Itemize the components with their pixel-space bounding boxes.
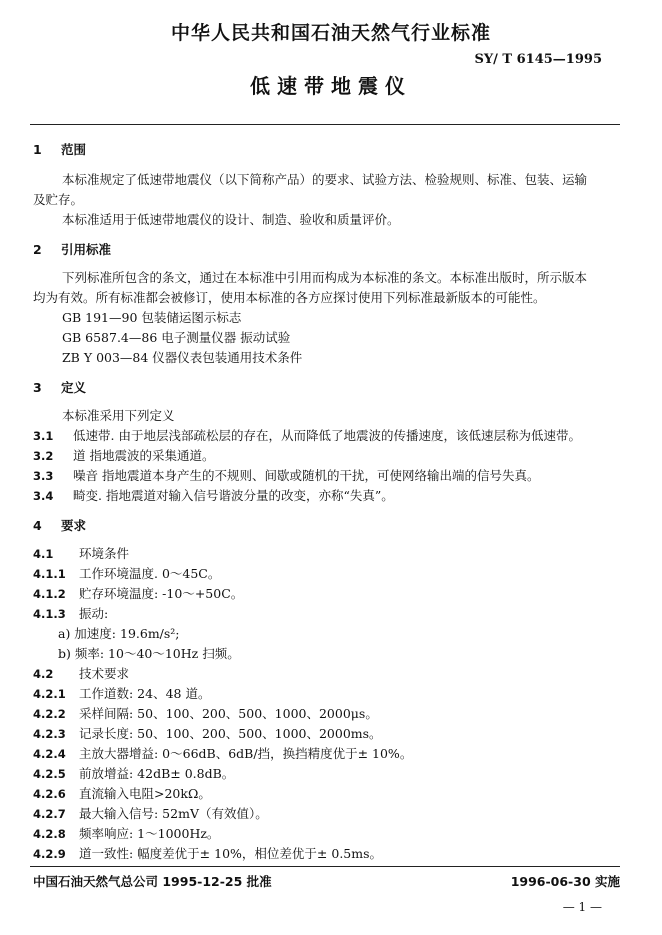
requirement-item: 4.2.9 道一致性: 幅度差优于± 10%，相位差优于± 0.5ms。 — [33, 846, 383, 861]
section-3-heading — [33, 378, 86, 396]
section-1-heading — [33, 140, 86, 158]
s2-paragraph-line-1: 下列标准所包含的条文，通过在本标准中引用而构成为本标准的条文。本标准出版时，所示版本 — [62, 270, 588, 285]
issuing-body-title: 中华人民共和国石油天然气行业标准 — [170, 22, 491, 44]
s1-paragraph-1-line-2: 及贮存。 — [33, 192, 84, 207]
definition-item: 3.2 道 指地震波的采集通道。 — [33, 448, 215, 463]
definition-item: 3.1 低速带. 由于地层浅部疏松层的存在，从而降低了地震波的传播速度，该低速层称为低速带。 — [33, 428, 581, 443]
page-number: — 1 — — [562, 900, 602, 914]
requirement-item: 4.2.1 工作道数: 24、48 道。 — [33, 686, 211, 701]
requirement-item: 4.1.3 振动: — [33, 606, 109, 621]
section-title: 要求 — [61, 518, 87, 533]
section-2-heading — [33, 240, 111, 258]
s1-paragraph-1-line-1: 本标准规定了低速带地震仪（以下简称产品）的要求、试验方法、检验规则、标准、包装、运输 — [62, 172, 588, 187]
requirement-item: 4.2.5 前放增益: 42dB± 0.8dB。 — [33, 766, 235, 781]
section-title: 定义 — [61, 380, 87, 395]
section-number: 3 — [33, 380, 42, 395]
reference-standard-3: ZB Y 003—84 仪器仪表包装通用技术条件 — [62, 350, 303, 365]
header-rule — [30, 124, 620, 125]
s2-paragraph-line-2: 均为有效。所有标准都会被修订，使用本标准的各方应探讨使用下列标准最新版本的可能性。 — [33, 290, 546, 305]
s1-paragraph-2: 本标准适用于低速带地震仪的设计、制造、验收和质量评价。 — [62, 212, 400, 227]
section-number: 4 — [33, 518, 42, 533]
definition-item: 3.3 噪音 指地震道本身产生的不规则、间歇或随机的干扰，可使网络输出端的信号失真。 — [33, 468, 540, 483]
requirement-item: 4.2 技术要求 — [33, 666, 130, 681]
requirement-item: 4.1 环境条件 — [33, 546, 130, 561]
footer-rule — [30, 866, 620, 867]
definition-item: 3.4 畸变. 指地震道对输入信号谐波分量的改变，亦称“失真”。 — [33, 488, 394, 503]
approval-line: 中国石油天然气总公司 1995-12-25 批准 — [33, 874, 272, 889]
requirement-item: 4.1.1 工作环境温度. 0～45C。 — [33, 566, 221, 581]
requirement-item: 4.2.2 采样间隔: 50、100、200、500、1000、2000μs。 — [33, 706, 378, 721]
reference-standard-1: GB 191—90 包装储运图示标志 — [62, 310, 242, 325]
requirement-item: 4.2.6 直流输入电阻>20kΩ。 — [33, 786, 211, 801]
requirement-item: 4.2.3 记录长度: 50、100、200、500、1000、2000ms。 — [33, 726, 382, 741]
requirement-item: 4.2.7 最大输入信号: 52mV（有效值）。 — [33, 806, 268, 821]
section-title: 引用标准 — [61, 242, 112, 257]
requirement-subitem: b) 频率: 10～40～10Hz 扫频。 — [58, 646, 240, 661]
s3-intro: 本标准采用下列定义 — [62, 408, 175, 423]
requirement-item: 4.2.8 频率响应: 1～1000Hz。 — [33, 826, 220, 841]
requirement-item: 4.2.4 主放大器增益: 0～66dB、6dB/挡，换挡精度优于± 10%。 — [33, 746, 413, 761]
section-number: 2 — [33, 242, 42, 257]
section-title: 范围 — [61, 142, 87, 157]
section-number: 1 — [33, 142, 42, 157]
effective-date: 1996-06-30 实施 — [510, 874, 620, 889]
section-4-heading — [33, 516, 86, 534]
standard-code: SY/ T 6145—1995 — [474, 52, 602, 67]
document-title: 低速带地震仪 — [250, 74, 412, 98]
requirement-subitem: a) 加速度: 19.6m/s²; — [58, 626, 180, 641]
requirement-item: 4.1.2 贮存环境温度: -10～+50C。 — [33, 586, 244, 601]
reference-standard-2: GB 6587.4—86 电子测量仪器 振动试验 — [62, 330, 291, 345]
